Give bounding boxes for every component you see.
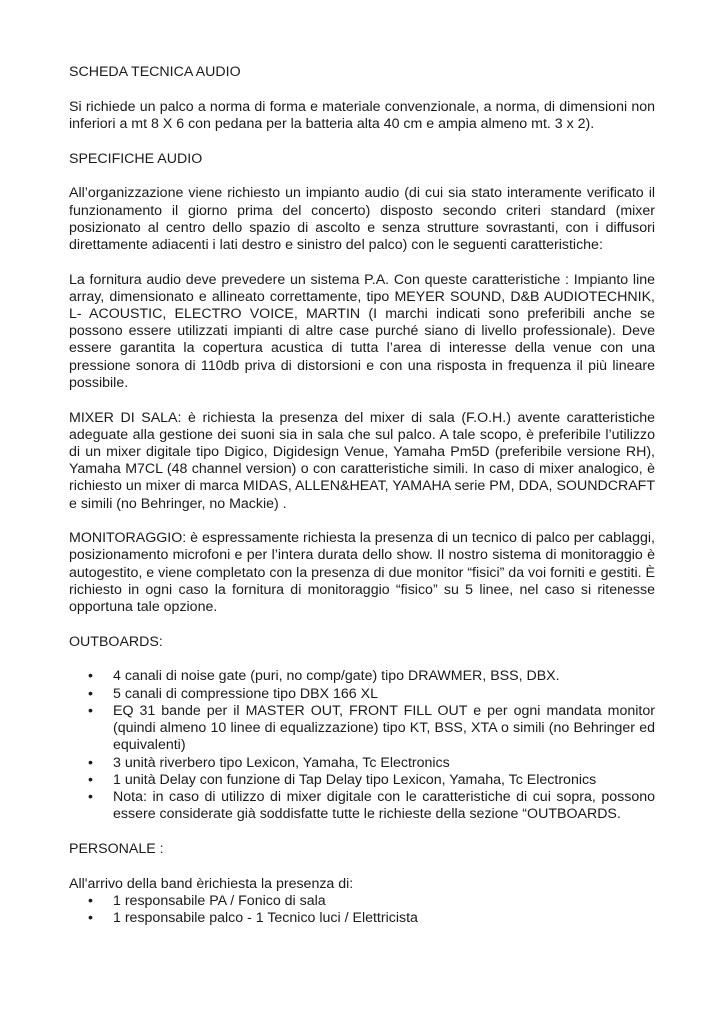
- list-item-text: 1 responsabile palco - 1 Tecnico luci / Elettricista: [113, 909, 418, 926]
- audio-system-paragraph: All’organizzazione viene richiesto un impianto audio (di cui sia stato interamente verificato il funzionamento il giorno prima del concerto) disposto secondo criteri standard (mixer posizionato al centro dello spazio di ascolto e senza strutture sovrastanti, con i diffusori direttamente adiacenti i lati destro e sinistro del palco) con le seguenti caratteristiche:: [69, 185, 655, 253]
- list-item: [69, 910, 655, 927]
- outboards-heading: OUTBOARDS:: [69, 633, 163, 650]
- outboards-list: [69, 668, 655, 823]
- bullet-icon: •: [88, 771, 93, 788]
- list-item-text: 4 canali di noise gate (puri, no comp/gate) tipo DRAWMER, BSS, DBX.: [113, 668, 560, 685]
- list-item-text: 5 canali di compressione tipo DBX 166 XL: [113, 685, 378, 702]
- document-title: SCHEDA TECNICA AUDIO: [69, 64, 241, 80]
- list-item: [69, 755, 655, 772]
- bullet-icon: •: [88, 754, 93, 771]
- personale-intro: All'arrivo della band èrichiesta la presenza di:: [69, 875, 354, 892]
- list-item-text: 3 unità riverbero tipo Lexicon, Yamaha, Tc Electronics: [113, 754, 450, 771]
- list-item-text: EQ 31 bande per il MASTER OUT, FRONT FILL OUT e per ogni mandata monitor (quindi almeno 10 linee di equalizzazione) tipo KT, BSS, XTA o simili (no Behringer ed equivalenti): [113, 702, 655, 754]
- bullet-icon: •: [88, 909, 93, 926]
- list-item-text: Nota: in caso di utilizzo di mixer digitale con le caratteristiche di cui sopra, possono essere considerate già soddisfatte tutte le richieste della sezione “OUTBOARDS.: [113, 788, 655, 823]
- list-item: [69, 772, 655, 789]
- bullet-icon: •: [88, 788, 93, 805]
- list-item: [69, 668, 655, 685]
- list-item: [69, 686, 655, 703]
- personale-list: [69, 893, 655, 927]
- bullet-icon: •: [88, 668, 93, 685]
- stage-requirements-paragraph: Si richiede un palco a norma di forma e materiale convenzionale, a norma, di dimensioni non inferiori a mt 8 X 6 con pedana per la batteria alta 40 cm e ampia almeno mt. 3 x 2).: [69, 98, 655, 132]
- personale-heading: PERSONALE :: [69, 840, 164, 857]
- audio-specs-heading: SPECIFICHE AUDIO: [69, 150, 203, 167]
- list-item-text: 1 responsabile PA / Fonico di sala: [113, 892, 326, 909]
- foh-mixer-paragraph: MIXER DI SALA: è richiesta la presenza del mixer di sala (F.O.H.) avente caratteristiche adeguate alla gestione dei suoni sia in sala che sul palco. A tale scopo, è preferibile l’utilizzo di un mixer digitale tipo Digico, Digidesign Venue, Yamaha Pm5D (preferibile versione RH), Yamaha M7CL (48 channel version) o con caratteristiche simili. In caso di mixer analogico, è richiesto un mixer di marca MIDAS, ALLEN&HEAT, YAMAHA serie PM, DDA, SOUNDCRAFT e simili (no Behringer, no Mackie) .: [69, 409, 655, 512]
- list-item: [69, 703, 655, 755]
- list-item: [69, 893, 655, 910]
- bullet-icon: •: [88, 702, 93, 719]
- monitoring-paragraph: MONITORAGGIO: è espressamente richiesta la presenza di un tecnico di palco per cablaggi, posizionamento microfoni e per l’intera durata dello show. Il nostro sistema di monitoraggio è autogestito, e viene completato con la presenza di due monitor “fisici” da voi forniti e gestiti. È richiesto in ogni caso la fornitura di monitoraggio “fisico” su 5 linee, nel caso si ritenesse opportuna tale opzione.: [69, 530, 655, 616]
- pa-system-paragraph: La fornitura audio deve prevedere un sistema P.A. Con queste caratteristiche : Impianto line array, dimensionato e allineato correttamente, tipo MEYER SOUND, D&B AUDIOTECHNIK, L- ACOUSTIC, ELECTRO VOICE, MARTIN (I marchi indicati sono preferibili anche se possono essere utilizzati impianti di altre case purché siano di livello professionale). Deve essere garantita la copertura acustica di tutta l’area di interesse della venue con una pressione sonora di 110db priva di distorsioni e con una risposta in frequenza il più lineare possibile.: [69, 271, 655, 391]
- document-page: [69, 64, 655, 945]
- list-item-text: 1 unità Delay con funzione di Tap Delay tipo Lexicon, Yamaha, Tc Electronics: [113, 771, 597, 788]
- bullet-icon: •: [88, 685, 93, 702]
- bullet-icon: •: [88, 892, 93, 909]
- list-item: [69, 789, 655, 823]
